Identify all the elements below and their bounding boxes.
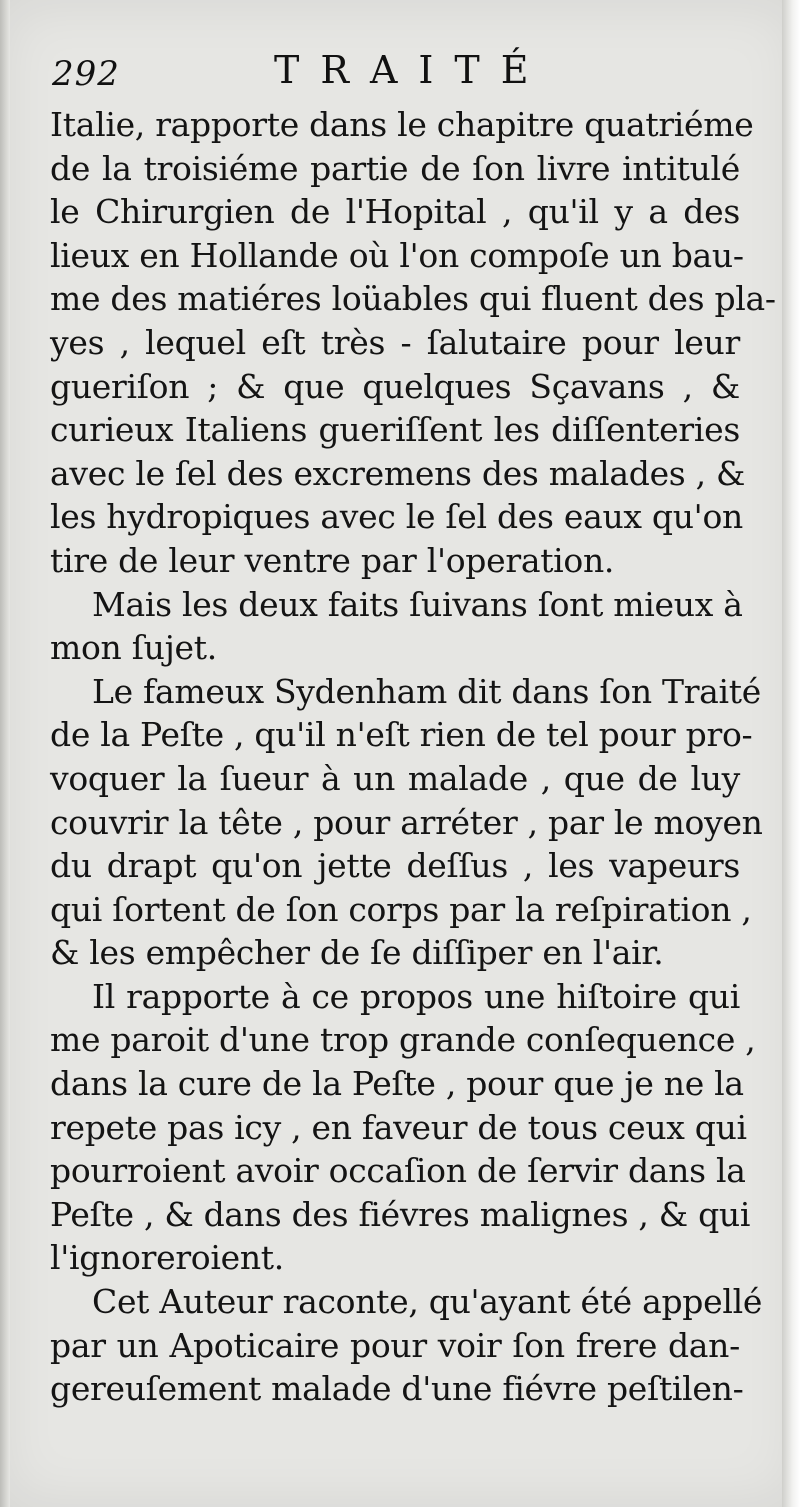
page-right-edge xyxy=(782,0,800,1507)
text-line: Cet Auteur raconte, qu'ayant été appellé xyxy=(92,1282,763,1322)
text-line: qui ſortent de ſon corps par la reſpiration , xyxy=(50,889,752,929)
text-line: l'ignoreroient. xyxy=(50,1238,284,1278)
text-line: curieux Italiens gueriſſent les diſſenteries xyxy=(50,410,740,450)
text-line: me paroit d'une trop grande conſequence , xyxy=(50,1020,756,1060)
text-line: du drapt qu'on jette deſſus , les vapeurs xyxy=(50,846,740,886)
text-line: lieux en Hollande où l'on compoſe un bau- xyxy=(50,235,744,275)
text-line: repete pas icy , en faveur de tous ceux qui xyxy=(50,1107,747,1147)
text-line: Le fameux Sydenham dit dans ſon Traité xyxy=(92,671,761,711)
text-line: les hydropiques avec le ſel des eaux qu'on xyxy=(50,497,743,537)
text-line: tire de leur ventre par l'operation. xyxy=(50,540,615,580)
text-line: Il rapporte à ce propos une hiſtoire qui xyxy=(92,976,740,1016)
running-title: TRAITÉ xyxy=(274,48,550,92)
text-line: yes , lequel eſt très - ſalutaire pour leur xyxy=(50,322,740,362)
text-line: le Chirurgien de l'Hopital , qu'il y a des xyxy=(50,192,740,232)
text-line: voquer la ſueur à un malade , que de luy xyxy=(50,758,740,798)
text-line: dans la cure de la Peſte , pour que je ne la xyxy=(50,1064,744,1104)
page-number: 292 xyxy=(52,54,120,94)
text-line: & les empêcher de ſe diſſiper en l'air. xyxy=(50,933,664,973)
text-line: couvrir la tête , pour arréter , par le moyen xyxy=(50,802,763,842)
text-line: mon ſujet. xyxy=(50,628,217,668)
text-line: de la troisiéme partie de ſon livre intitulé xyxy=(50,148,740,188)
text-line: de la Peſte , qu'il n'eſt rien de tel pour pro- xyxy=(50,715,753,755)
text-line: avec le ſel des excremens des malades , & xyxy=(50,453,746,493)
body-text xyxy=(50,103,776,1411)
text-line: par un Apoticaire pour voir ſon frere dan- xyxy=(50,1325,740,1365)
text-line: pourroient avoir occaſion de ſervir dans la xyxy=(50,1151,746,1191)
text-line: gueriſon ; & que quelques Sçavans , & xyxy=(50,366,740,406)
text-line: Peſte , & dans des fiévres malignes , & qui xyxy=(50,1194,751,1234)
text-line: Italie, rapporte dans le chapitre quatriéme xyxy=(50,105,754,144)
text-line: me des matiéres loüables qui fluent des pla- xyxy=(50,279,776,319)
running-head xyxy=(52,44,752,100)
text-line: gereuſement malade d'une fiévre peſtilen- xyxy=(50,1369,744,1409)
page-left-edge-shadow xyxy=(0,0,10,1507)
text-line: Mais les deux faits ſuivans ſont mieux à xyxy=(92,584,743,624)
